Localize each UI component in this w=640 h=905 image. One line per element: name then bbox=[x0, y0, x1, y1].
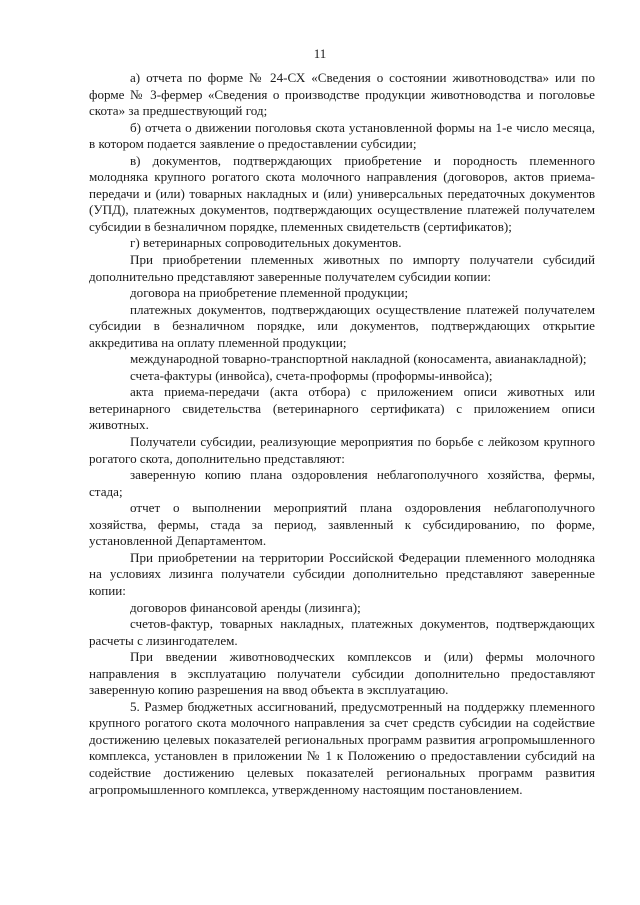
document-body bbox=[89, 70, 595, 798]
paragraph: б) отчета о движении поголовья скота установленной формы на 1-е число месяца, в котором подается заявление о предоставлении субсидии; bbox=[89, 119, 595, 152]
paragraph: в) документов, подтверждающих приобретение и породность племенного молодняка крупного рогатого скота молочного направления (договоров, актов приема-передачи и (или) товарных накладных и (или) универсальных передаточных документов (УПД), платежных документов, подтверждающих осуществление платежей получателем субсидии в безналичном порядке, племенных свидетельств (сертификатов); bbox=[89, 152, 595, 234]
page-number: 11 bbox=[313, 46, 327, 61]
paragraph: договора на приобретение племенной продукции; bbox=[130, 285, 409, 301]
paragraph: платежных документов, подтверждающих осуществление платежей получателем субсидии в безналичном порядке, или документов, подтверждающих открытие аккредитива на оплату племенной продукции; bbox=[89, 301, 595, 350]
paragraph: При введении животноводческих комплексов и (или) фермы молочного направления в эксплуатацию получатели субсидии дополнительно предоставляют заверенную копию разрешения на ввод объекта в эксплуатацию. bbox=[89, 649, 595, 698]
paragraph: счетов-фактур, товарных накладных, платежных документов, подтверждающих расчеты с лизингодателем. bbox=[89, 616, 595, 648]
paragraph: акта приема-передачи (акта отбора) с приложением описи животных или ветеринарного свидетельства (ветеринарного сертификата) с приложением описи животных. bbox=[89, 384, 595, 433]
paragraph: При приобретении племенных животных по импорту получатели субсидий дополнительно представляют заверенные получателем субсидии копии: bbox=[89, 252, 595, 284]
paragraph: Получатели субсидии, реализующие мероприятия по борьбе с лейкозом крупного рогатого скота, дополнительно представляют: bbox=[89, 434, 595, 466]
paragraph: отчет о выполнении мероприятий плана оздоровления неблагополучного хозяйства, фермы, стада за период, заявленный к субсидированию, по форме, установленной Департаментом. bbox=[89, 500, 595, 549]
paragraph: 5. Размер бюджетных ассигнований, предусмотренный на поддержку племенного крупного рогатого скота молочного направления за счет средств субсидии на содействие достижению целевых показателей региональных программ развития агропромышленного комплекса, установлен в приложении № 1 к Положению о предоставлении субсидий на содействие достижению целевых показателей региональных программ развития агропромышленного комплекса, утвержденному настоящим постановлением. bbox=[89, 698, 595, 797]
paragraph: счета-фактуры (инвойса), счета-проформы (проформы-инвойса); bbox=[130, 367, 493, 383]
paragraph: международной товарно-транспортной накладной (коносамента, авианакладной); bbox=[130, 351, 587, 367]
paragraph: г) ветеринарных сопроводительных документов. bbox=[130, 235, 402, 251]
paragraph: При приобретении на территории Российской Федерации племенного молодняка на условиях лизинга получатели субсидии дополнительно представляют заверенные копии: bbox=[89, 549, 595, 598]
paragraph: заверенную копию плана оздоровления неблагополучного хозяйства, фермы, стада; bbox=[89, 467, 595, 499]
paragraph: а) отчета по форме № 24-СХ «Сведения о состоянии животноводства» или по форме № 3-фермер «Сведения о производстве продукции животноводства и поголовье скота» за предшествующий год; bbox=[89, 70, 595, 119]
paragraph: договоров финансовой аренды (лизинга); bbox=[130, 599, 361, 615]
